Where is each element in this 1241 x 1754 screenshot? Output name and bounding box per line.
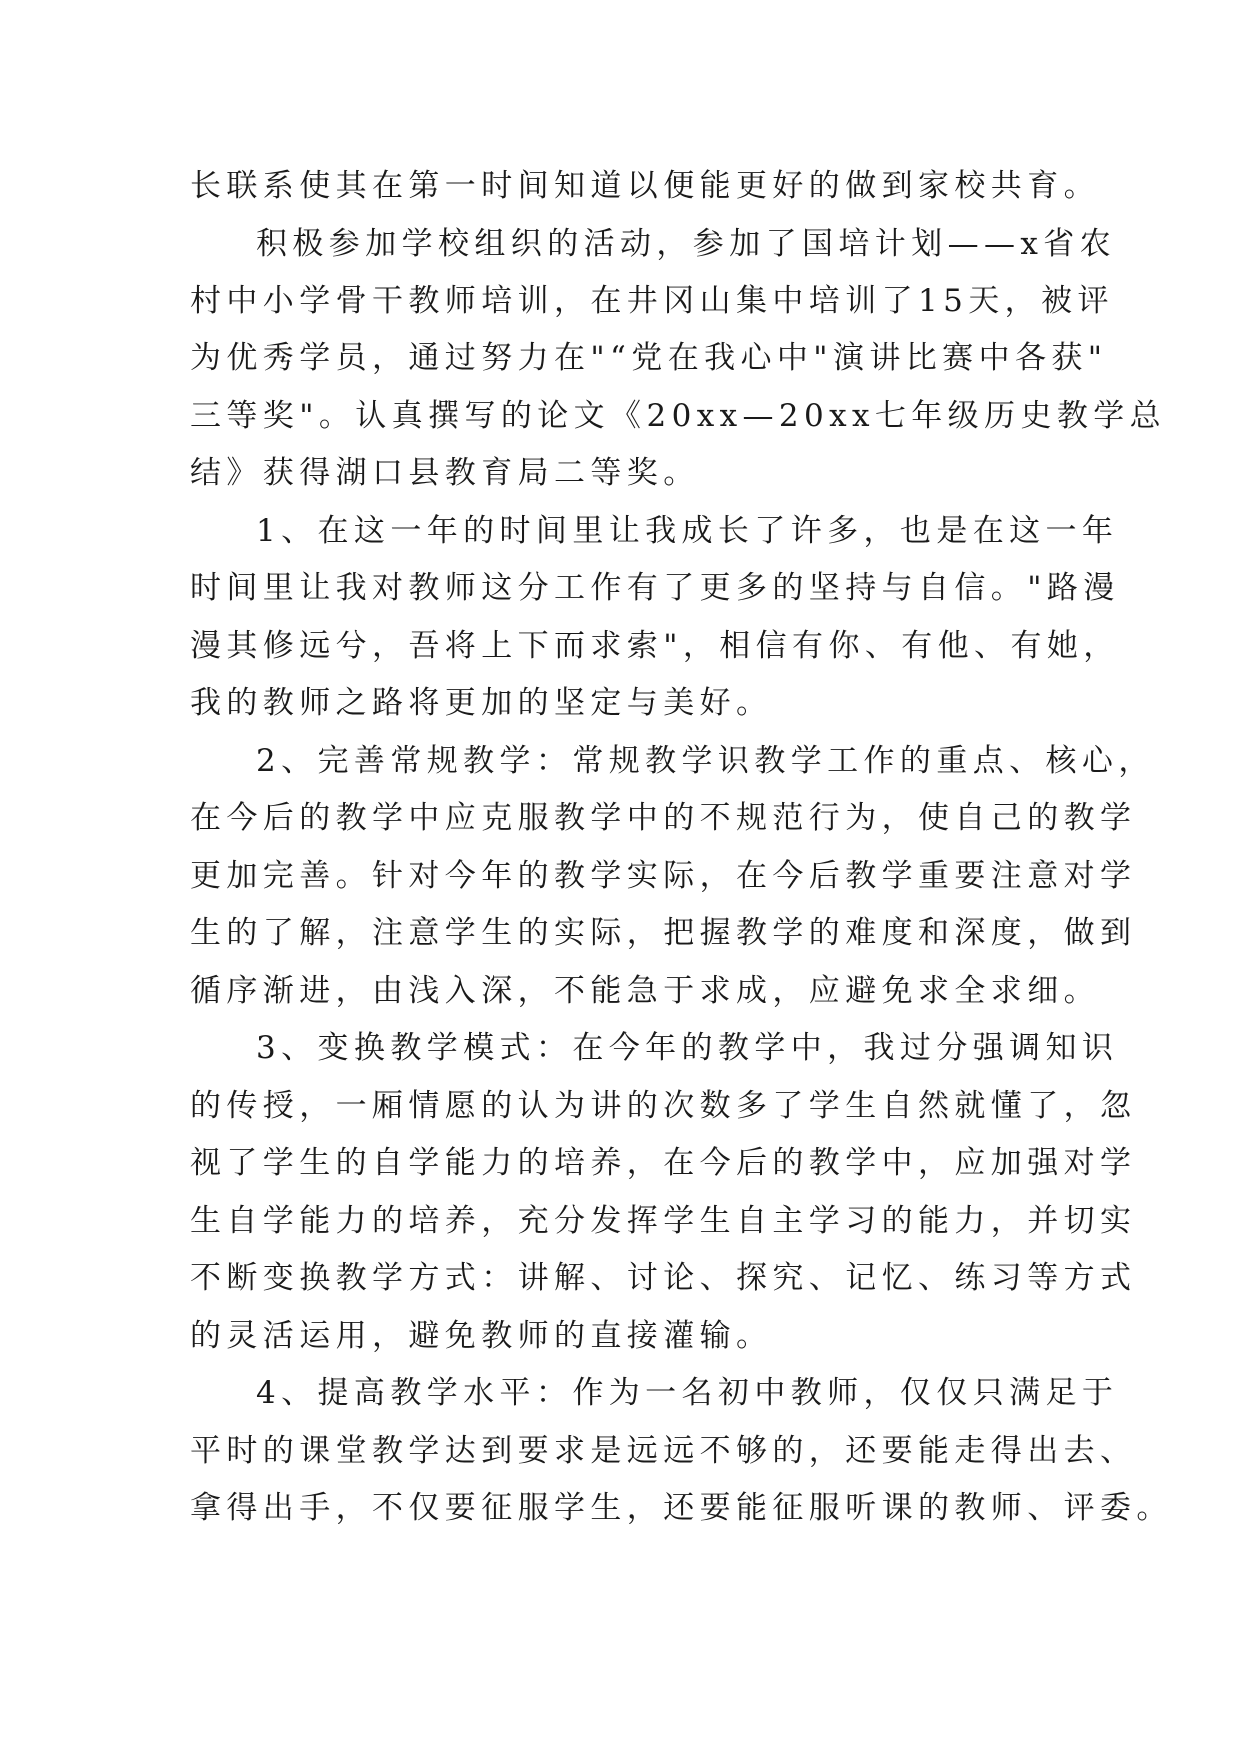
text-line: 村中小学骨干教师培训，在井冈山集中培训了15天，被评 [190,283,1114,319]
text-line: 生自学能力的培养，充分发挥学生自主学习的能力，并切实 [190,1203,1137,1239]
text-line: 更加完善。针对今年的教学实际，在今后教学重要注意对学 [190,858,1137,894]
text-line: 漫其修远兮，吾将上下而求索"，相信有你、有他、有她， [190,628,1120,664]
text-line: 平时的课堂教学达到要求是远远不够的，还要能走得出去、 [190,1433,1137,1469]
text-line: 我的教师之路将更加的坚定与美好。 [190,685,773,721]
paragraph-first-line: 积极参加学校组织的活动，参加了国培计划——x省农 [256,226,1117,262]
text-line: 在今后的教学中应克服教学中的不规范行为，使自己的教学 [190,800,1137,836]
text-line: 循序渐进，由浅入深，不能急于求成，应避免求全求细。 [190,973,1100,1009]
text-line: 结》获得湖口县教育局二等奖。 [190,455,700,491]
text-line: 时间里让我对教师这分工作有了更多的坚持与自信。"路漫 [190,570,1120,606]
paragraph-first-line: 1、在这一年的时间里让我成长了许多，也是在这一年 [256,513,1119,549]
text-line: 视了学生的自学能力的培养，在今后的教学中，应加强对学 [190,1145,1137,1181]
text-line: 的传授，一厢情愿的认为讲的次数多了学生自然就懂了，忽 [190,1088,1137,1124]
paragraph-first-line: 2、完善常规教学：常规教学识教学工作的重点、核心， [256,743,1155,779]
text-line: 的灵活运用，避免教师的直接灌输。 [190,1318,773,1354]
paragraph-first-line: 3、变换教学模式：在今年的教学中，我过分强调知识 [256,1030,1119,1066]
text-line: 三等奖"。认真撰写的论文《20xx—20xx七年级历史教学总 [190,398,1167,434]
text-line: 长联系使其在第一时间知道以便能更好的做到家校共育。 [190,168,1100,204]
paragraph-first-line: 4、提高教学水平：作为一名初中教师，仅仅只满足于 [256,1375,1119,1411]
text-line: 生的了解，注意学生的实际，把握教学的难度和深度，做到 [190,915,1137,951]
text-line: 不断变换教学方式：讲解、讨论、探究、记忆、练习等方式 [190,1260,1137,1296]
text-line: 为优秀学员，通过努力在"“党在我心中"演讲比赛中各获" [190,340,1108,376]
text-line: 拿得出手，不仅要征服学生，还要能征服听课的教师、评委。 [190,1490,1173,1526]
